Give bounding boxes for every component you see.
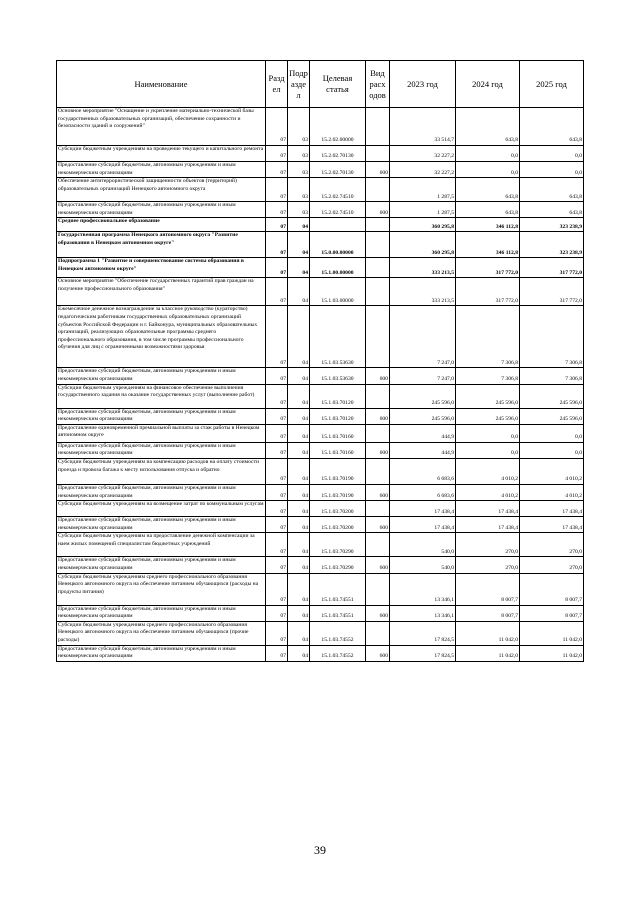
cell-exp-type [366,178,390,202]
cell-2025: 245 596,0 [520,408,584,424]
cell-target: 15.2.02.00000 [310,108,366,146]
cell-exp-type [366,458,390,484]
cell-section: 07 [266,458,288,484]
cell-target: 15.2.02.70130 [310,146,366,162]
cell-subsection: 03 [288,202,310,218]
cell-exp-type [366,232,390,258]
cell-section: 07 [266,202,288,218]
cell-target: 15.1.03.70190 [310,484,366,500]
cell-2025: 11 042,0 [520,645,584,661]
cell-subsection: 04 [288,258,310,278]
cell-2025: 0,0 [520,442,584,458]
cell-2025: 4 010,2 [520,458,584,484]
cell-subsection: 03 [288,108,310,146]
cell-section: 07 [266,232,288,258]
table-row [57,442,584,458]
cell-section: 07 [266,501,288,517]
cell-section: 07 [266,146,288,162]
cell-exp-type: 600 [366,442,390,458]
cell-name: Субсидии бюджетным учреждениям на компенсацию расходов на оплату стоимости проезда и провоза багажа к месту использования отпуска и обратно [57,458,266,484]
cell-name: Предоставление субсидий бюджетным, автономным учреждениям и иным некоммерческим организациям [57,408,266,424]
table-row [57,368,584,384]
cell-subsection: 04 [288,306,310,368]
cell-2023: 360 295,8 [390,218,456,232]
cell-subsection: 04 [288,517,310,533]
cell-2023: 245 596,0 [390,384,456,408]
cell-2025: 7 306,8 [520,306,584,368]
cell-section: 07 [266,278,288,306]
cell-subsection: 04 [288,621,310,645]
cell-2025: 245 596,0 [520,384,584,408]
cell-2024: 0,0 [456,162,520,178]
cell-exp-type [366,424,390,442]
table-row [57,484,584,500]
cell-exp-type [366,278,390,306]
cell-section: 07 [266,384,288,408]
cell-section: 07 [266,557,288,573]
cell-2024: 8 007,7 [456,605,520,621]
cell-name: Основное мероприятие "Оснащение и укрепление материально-технической базы государственных образовательных организаций, обеспечение сохранности и безопасности зданий и сооружений" [57,108,266,146]
cell-target: 15.1.03.70200 [310,501,366,517]
cell-subsection: 04 [288,458,310,484]
cell-section: 07 [266,573,288,605]
cell-2023: 32 227,2 [390,146,456,162]
cell-2024: 643,8 [456,108,520,146]
cell-target: 15.1.03.70290 [310,533,366,557]
cell-name: Предоставление субсидий бюджетным, автономным учреждениям и иным некоммерческим организациям [57,368,266,384]
cell-name: Предоставление субсидий бюджетным, автономным учреждениям и иным некоммерческим организациям [57,202,266,218]
cell-2023: 6 683,6 [390,458,456,484]
cell-name: Основное мероприятие "Обеспечение государственных гарантий прав граждан на получение профессионального образования" [57,278,266,306]
cell-2024: 346 112,8 [456,218,520,232]
table-row [57,557,584,573]
cell-2025: 643,8 [520,202,584,218]
cell-exp-type [366,258,390,278]
table-row [57,621,584,645]
table-row [57,517,584,533]
cell-2024: 317 772,0 [456,258,520,278]
cell-name: Обеспечение антитеррористической защищенности объектов (территорий) образовательных организаций Ненецкого автономного округа [57,178,266,202]
cell-2024: 270,0 [456,533,520,557]
table-row [57,408,584,424]
cell-2024: 0,0 [456,424,520,442]
cell-2023: 360 295,8 [390,232,456,258]
cell-target: 15.1.03.74552 [310,645,366,661]
cell-exp-type [366,306,390,368]
cell-2025: 4 010,2 [520,484,584,500]
cell-2025: 8 007,7 [520,573,584,605]
cell-2025: 17 438,4 [520,501,584,517]
cell-target: 15.1.03.53630 [310,306,366,368]
cell-2024: 270,0 [456,557,520,573]
cell-2023: 13 346,1 [390,605,456,621]
cell-2025: 323 238,9 [520,218,584,232]
cell-exp-type: 600 [366,162,390,178]
cell-section: 07 [266,218,288,232]
cell-target: 15.1.03.74551 [310,573,366,605]
cell-2023: 540,0 [390,533,456,557]
cell-2024: 4 010,2 [456,458,520,484]
cell-2023: 333 213,5 [390,258,456,278]
cell-target: 15.2.02.74510 [310,202,366,218]
table-row [57,645,584,661]
cell-section: 07 [266,258,288,278]
cell-subsection: 04 [288,557,310,573]
cell-2025: 323 238,9 [520,232,584,258]
header-row [57,61,584,108]
cell-target: 15.0.00.00000 [310,232,366,258]
cell-exp-type: 600 [366,517,390,533]
cell-2024: 11 042,0 [456,645,520,661]
cell-section: 07 [266,408,288,424]
cell-exp-type: 600 [366,605,390,621]
cell-section: 07 [266,108,288,146]
cell-subsection: 04 [288,368,310,384]
table-row [57,424,584,442]
cell-target: 15.1.03.70120 [310,408,366,424]
cell-2024: 7 306,8 [456,368,520,384]
cell-section: 07 [266,306,288,368]
cell-name: Предоставление субсидий бюджетным, автономным учреждениям и иным некоммерческим организациям [57,484,266,500]
cell-name: Подпрограмма 1 "Развитие и совершенствование системы образования в Ненецком автономном округе" [57,258,266,278]
cell-target [310,218,366,232]
cell-target: 15.1.03.70160 [310,424,366,442]
header-exp-type: Вид расх одов [366,61,390,108]
cell-target: 15.1.03.53630 [310,368,366,384]
header-2025: 2025 год [520,61,584,108]
cell-exp-type [366,573,390,605]
cell-subsection: 03 [288,146,310,162]
cell-2025: 270,0 [520,557,584,573]
cell-2025: 317 772,0 [520,278,584,306]
cell-subsection: 04 [288,278,310,306]
cell-section: 07 [266,178,288,202]
cell-target: 15.1.00.00000 [310,258,366,278]
cell-subsection: 03 [288,162,310,178]
table-row [57,306,584,368]
cell-exp-type [366,108,390,146]
cell-name: Предоставление субсидий бюджетным, автономным учреждениям и иным некоммерческим организациям [57,645,266,661]
cell-name: Ежемесячное денежное вознаграждение за классное руководство (кураторство) педагогическим работникам государственных образовательных организаций субъектов Российской Федерации и г. Байконура, муниципальных образовательных организаций, реализующих образовательные программы среднего профессионального образования, в том числе программы профессионального обучения для лиц с ограниченными возможностями здоровья [57,306,266,368]
table-row [57,605,584,621]
cell-exp-type: 600 [366,408,390,424]
cell-2024: 643,8 [456,178,520,202]
cell-target: 15.1.03.70290 [310,557,366,573]
table-row [57,202,584,218]
cell-2025: 8 007,7 [520,605,584,621]
cell-subsection: 04 [288,484,310,500]
cell-subsection: 04 [288,442,310,458]
cell-target: 15.1.03.70160 [310,442,366,458]
cell-target: 15.1.03.70120 [310,384,366,408]
table-row [57,501,584,517]
cell-2024: 245 596,0 [456,408,520,424]
cell-exp-type [366,501,390,517]
cell-exp-type [366,146,390,162]
cell-2024: 643,8 [456,202,520,218]
header-section: Разд ел [266,61,288,108]
cell-2025: 270,0 [520,533,584,557]
cell-exp-type: 600 [366,645,390,661]
table-row [57,533,584,557]
header-subsection: Подр азде л [288,61,310,108]
cell-exp-type [366,218,390,232]
cell-subsection: 03 [288,178,310,202]
header-name: Наименование [57,61,266,108]
cell-subsection: 04 [288,384,310,408]
cell-2024: 0,0 [456,442,520,458]
cell-section: 07 [266,368,288,384]
cell-target: 15.1.03.74551 [310,605,366,621]
cell-2023: 444,9 [390,424,456,442]
table-body [57,108,584,662]
cell-2025: 0,0 [520,162,584,178]
table-row [57,573,584,605]
cell-2023: 1 287,5 [390,202,456,218]
cell-subsection: 04 [288,424,310,442]
cell-target: 15.1.03.74552 [310,621,366,645]
cell-2023: 333 213,5 [390,278,456,306]
cell-2025: 7 306,8 [520,368,584,384]
cell-2025: 317 772,0 [520,258,584,278]
cell-2023: 7 247,0 [390,368,456,384]
cell-section: 07 [266,621,288,645]
table-row [57,146,584,162]
header-target: Целевая статья [310,61,366,108]
table-row [57,384,584,408]
cell-name: Среднее профессиональное образование [57,218,266,232]
cell-2024: 11 042,0 [456,621,520,645]
cell-subsection: 04 [288,501,310,517]
cell-2023: 7 247,0 [390,306,456,368]
cell-2024: 17 438,4 [456,501,520,517]
cell-2024: 7 306,8 [456,306,520,368]
cell-name: Государственная программа Ненецкого автономного округа "Развитие образования в Ненецком автономном округе" [57,232,266,258]
cell-2023: 13 346,1 [390,573,456,605]
cell-2025: 11 042,0 [520,621,584,645]
cell-2023: 17 824,5 [390,645,456,661]
cell-section: 07 [266,517,288,533]
cell-exp-type [366,384,390,408]
cell-exp-type [366,533,390,557]
cell-subsection: 04 [288,605,310,621]
cell-name: Субсидии бюджетным учреждениям на финансовое обеспечение выполнения государственного задания на оказание государственных услуг (выполнение работ) [57,384,266,408]
cell-section: 07 [266,442,288,458]
cell-name: Предоставление субсидий бюджетным, автономным учреждениям и иным некоммерческим организациям [57,517,266,533]
cell-target: 15.2.02.70130 [310,162,366,178]
cell-2023: 17 824,5 [390,621,456,645]
cell-2024: 17 438,4 [456,517,520,533]
cell-section: 07 [266,533,288,557]
cell-subsection: 04 [288,645,310,661]
cell-exp-type: 600 [366,202,390,218]
cell-2024: 0,0 [456,146,520,162]
cell-name: Предоставление субсидий бюджетным, автономным учреждениям и иным некоммерческим организациям [57,442,266,458]
table-row [57,458,584,484]
cell-name: Субсидии бюджетным учреждениям на предоставление денежной компенсации за наем жилых помещений специалистам бюджетных учреждений [57,533,266,557]
cell-name: Субсидии бюджетным учреждениям на возмещение затрат по коммунальным услугам [57,501,266,517]
table-row [57,162,584,178]
cell-2025: 643,8 [520,178,584,202]
page-number: 39 [314,843,326,857]
header-2023: 2023 год [390,61,456,108]
cell-2023: 33 514,7 [390,108,456,146]
cell-name: Предоставление субсидий бюджетным, автономным учреждениям и иным некоммерческим организациям [57,557,266,573]
cell-section: 07 [266,484,288,500]
header-2024: 2024 год [456,61,520,108]
table-row [57,258,584,278]
cell-subsection: 04 [288,232,310,258]
cell-target: 15.2.02.74510 [310,178,366,202]
cell-2025: 17 438,4 [520,517,584,533]
cell-2025: 0,0 [520,146,584,162]
cell-2025: 643,8 [520,108,584,146]
table-row [57,108,584,146]
budget-table [56,60,584,662]
cell-target: 15.1.03.00000 [310,278,366,306]
cell-2024: 4 010,2 [456,484,520,500]
cell-name: Субсидии бюджетным учреждениям среднего профессионального образования Ненецкого автономного округа на обеспечение питанием обучающихся (расходы на продукты питания) [57,573,266,605]
cell-2023: 17 438,4 [390,517,456,533]
cell-name: Предоставление единовременной премиальной выплаты за стаж работы в Ненецком автономном округе [57,424,266,442]
table-row [57,232,584,258]
table-row [57,178,584,202]
cell-2023: 17 438,4 [390,501,456,517]
cell-section: 07 [266,645,288,661]
cell-exp-type [366,621,390,645]
cell-exp-type: 600 [366,557,390,573]
cell-2023: 1 287,5 [390,178,456,202]
table-row [57,218,584,232]
cell-subsection: 04 [288,533,310,557]
cell-name: Субсидии бюджетным учреждениям на проведение текущего и капитального ремонта [57,146,266,162]
cell-2023: 32 227,2 [390,162,456,178]
cell-2024: 245 596,0 [456,384,520,408]
cell-section: 07 [266,605,288,621]
cell-2023: 444,9 [390,442,456,458]
cell-section: 07 [266,424,288,442]
cell-name: Предоставление субсидий бюджетным, автономным учреждениям и иным некоммерческим организациям [57,605,266,621]
cell-2025: 0,0 [520,424,584,442]
cell-subsection: 04 [288,408,310,424]
table-row [57,278,584,306]
cell-2024: 346 112,8 [456,232,520,258]
cell-2024: 8 007,7 [456,573,520,605]
cell-subsection: 04 [288,218,310,232]
cell-name: Предоставление субсидий бюджетным, автономным учреждениям и иным некоммерческим организациям [57,162,266,178]
cell-2024: 317 772,0 [456,278,520,306]
cell-2023: 6 683,6 [390,484,456,500]
cell-exp-type: 600 [366,484,390,500]
cell-target: 15.1.03.70200 [310,517,366,533]
cell-name: Субсидии бюджетным учреждениям среднего профессионального образования Ненецкого автономного округа на обеспечение питанием обучающихся (прочие расходы) [57,621,266,645]
cell-exp-type: 600 [366,368,390,384]
cell-2023: 540,0 [390,557,456,573]
cell-2023: 245 596,0 [390,408,456,424]
cell-target: 15.1.03.70190 [310,458,366,484]
cell-section: 07 [266,162,288,178]
cell-subsection: 04 [288,573,310,605]
